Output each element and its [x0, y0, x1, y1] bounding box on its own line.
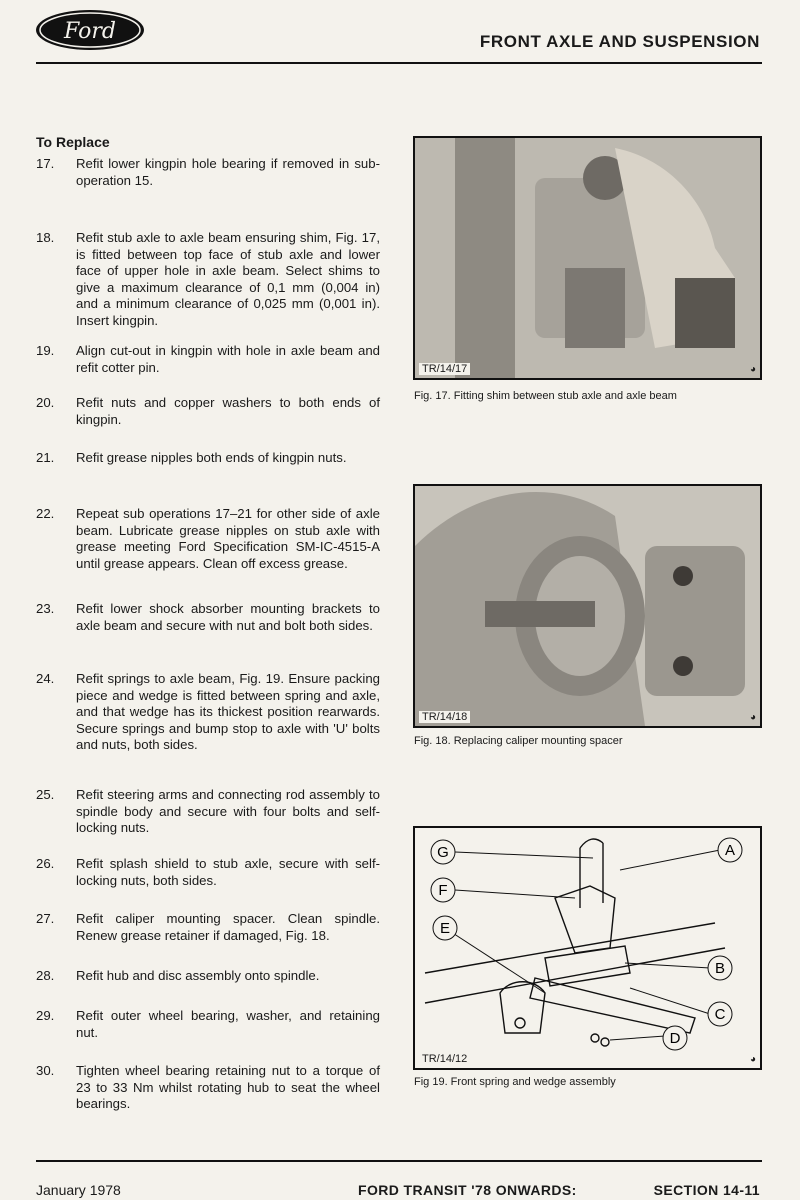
figure-18-photo	[413, 484, 762, 728]
procedure-step	[36, 671, 380, 754]
figure-tag: TR/14/12	[419, 1053, 470, 1065]
step-text: Refit lower kingpin hole bearing if removed in sub-operation 15.	[76, 156, 380, 188]
figure-17-photo	[413, 136, 762, 380]
step-number: 18.	[36, 230, 55, 245]
procedure-step	[36, 856, 380, 889]
step-number: 17.	[36, 156, 55, 171]
figure-19-diagram	[413, 826, 762, 1070]
logo-text: Ford	[64, 19, 116, 44]
step-text: Refit grease nipples both ends of kingpin nuts.	[76, 450, 347, 465]
procedure-column	[36, 134, 380, 1112]
step-text: Align cut-out in kingpin with hole in axle beam and refit cotter pin.	[76, 343, 380, 375]
procedure-step	[36, 156, 380, 189]
footer-rule	[36, 1160, 762, 1162]
page-title: FRONT AXLE AND SUSPENSION	[479, 32, 760, 51]
fig17-illustration	[415, 138, 760, 378]
step-number: 28.	[36, 968, 55, 983]
step-text: Refit nuts and copper washers to both ends of kingpin.	[76, 395, 380, 427]
procedure-step	[36, 450, 380, 467]
step-text: Refit splash shield to stub axle, secure with self-locking nuts, both sides.	[76, 856, 380, 888]
step-number: 20.	[36, 395, 55, 410]
callout-e: E	[439, 920, 451, 937]
procedure-step	[36, 1008, 380, 1041]
procedure-step	[36, 395, 380, 428]
callout-f: F	[438, 882, 448, 899]
procedure-step	[36, 601, 380, 634]
procedure-step	[36, 911, 380, 944]
callout-d: D	[669, 1030, 681, 1047]
step-text: Refit lower shock absorber mounting brackets to axle beam and secure with nut and bolt both sides.	[76, 601, 380, 633]
header-rule	[36, 62, 762, 64]
ford-logo	[34, 8, 146, 52]
figure-18-caption: Fig. 18. Replacing caliper mounting spacer	[414, 735, 623, 747]
procedure-step	[36, 506, 380, 572]
procedure-step	[36, 1063, 380, 1113]
step-number: 26.	[36, 856, 55, 871]
step-number: 27.	[36, 911, 55, 926]
step-number: 19.	[36, 343, 55, 358]
step-number: 25.	[36, 787, 55, 802]
section-heading: To Replace	[36, 134, 110, 150]
step-text: Refit stub axle to axle beam ensuring shim, Fig. 17, is fitted between top face of stub axle and lower face of upper hole in axle beam. Select shims to give a maximum clearance of 0,1 mm (0,004 in) and a minimum clearance of 0,025 mm (0,001 in). Insert kingpin.	[76, 230, 380, 328]
step-text: Refit caliper mounting spacer. Clean spindle. Renew grease retainer if damaged, Fig. 18.	[76, 911, 380, 943]
footer-publication: FORD TRANSIT '78 ONWARDS:	[358, 1182, 577, 1198]
footer-section: SECTION 14-11	[653, 1182, 760, 1198]
step-number: 29.	[36, 1008, 55, 1023]
ford-mark-icon: ◕	[749, 712, 756, 723]
ford-mark-icon: ◕	[749, 1054, 756, 1065]
procedure-step	[36, 968, 380, 985]
step-number: 24.	[36, 671, 55, 686]
figure-tag: TR/14/17	[419, 363, 470, 375]
step-text: Refit steering arms and connecting rod assembly to spindle body and secure with four bolts and self-locking nuts.	[76, 787, 380, 836]
step-text: Refit outer wheel bearing, washer, and retaining nut.	[76, 1008, 380, 1040]
procedure-step	[36, 230, 380, 330]
footer-date: January 1978	[36, 1182, 121, 1198]
callout-c: C	[714, 1006, 726, 1023]
step-number: 23.	[36, 601, 55, 616]
callout-a: A	[724, 842, 736, 859]
fig18-illustration	[415, 486, 760, 726]
step-number: 30.	[36, 1063, 55, 1078]
step-text: Refit springs to axle beam, Fig. 19. Ensure packing piece and wedge is fitted between spring and axle, and that wedge has its thickest position rearwards. Secure springs and bump stop to axle with 'U' bolts and nuts, both sides.	[76, 671, 380, 753]
figure-tag: TR/14/18	[419, 711, 470, 723]
figure-17-caption: Fig. 17. Fitting shim between stub axle and axle beam	[414, 390, 677, 402]
procedure-step	[36, 343, 380, 376]
step-text: Refit hub and disc assembly onto spindle.	[76, 968, 320, 983]
step-text: Tighten wheel bearing retaining nut to a torque of 23 to 33 Nm whilst rotating hub to seat the wheel bearings.	[76, 1063, 380, 1112]
step-text: Repeat sub operations 17–21 for other side of axle beam. Lubricate grease nipples on stub axle with grease meeting Ford Specification SM-IC-4515-A until grease appears. Clean off excess grease.	[76, 506, 380, 571]
procedure-step	[36, 787, 380, 837]
fig19-line-drawing	[415, 828, 760, 1068]
callout-b: B	[714, 960, 726, 977]
ford-mark-icon: ◕	[749, 364, 756, 375]
step-number: 21.	[36, 450, 55, 465]
callout-g: G	[437, 844, 449, 861]
figure-19-caption: Fig 19. Front spring and wedge assembly	[414, 1076, 616, 1088]
step-number: 22.	[36, 506, 55, 521]
